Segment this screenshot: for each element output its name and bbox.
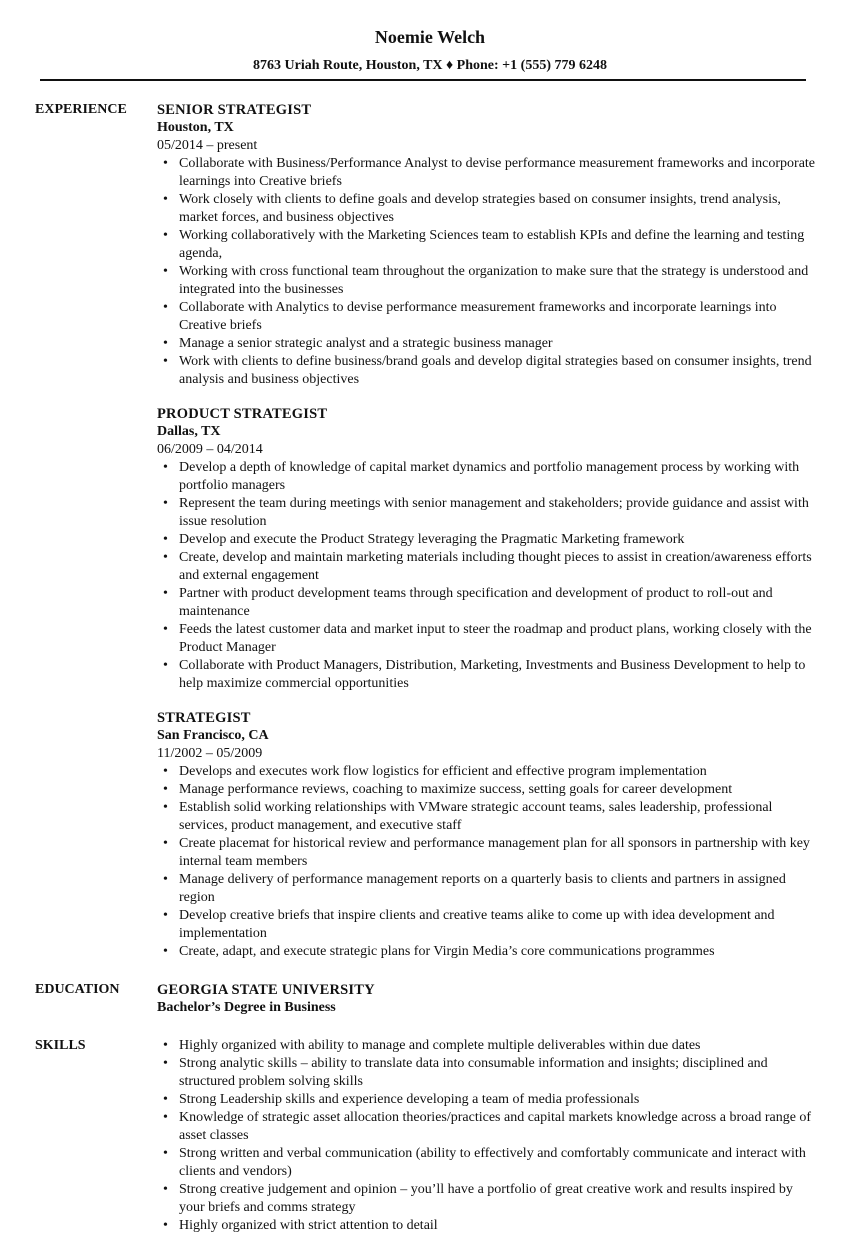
list-item: • Manage delivery of performance management reports on a quarterly basis to clients and partners in assigned region (179, 871, 817, 907)
job-dates: 05/2014 – present (157, 138, 258, 153)
job-location: San Francisco, CA (157, 728, 269, 743)
list-item: • Work with clients to define business/brand goals and develop digital strategies based on consumer insights, trend analysis and business objectives (179, 353, 817, 389)
list-item: • Manage a senior strategic analyst and a strategic business manager (179, 335, 817, 353)
job-entry (157, 101, 817, 389)
experience-body (157, 101, 817, 981)
list-item: • Working collaboratively with the Marketing Sciences team to establish KPIs and define the learning and testing agenda, (179, 227, 817, 263)
list-item: • Feeds the latest customer data and market input to steer the roadmap and product plans, working closely with the Product Manager (179, 621, 817, 657)
list-item: • Highly organized with ability to manage and complete multiple deliverables within due dates (179, 1037, 817, 1055)
education-body (157, 981, 817, 1017)
job-bullets (157, 459, 817, 693)
candidate-name: Noemie Welch (374, 27, 486, 47)
list-item: • Strong written and verbal communication (ability to effectively and comfortably communicate and interact with clients and vendors) (179, 1145, 817, 1181)
skills-section (0, 1037, 860, 1235)
job-entry (157, 405, 817, 693)
header-divider (40, 79, 806, 81)
list-item: • Create, develop and maintain marketing materials including thought pieces to assist in creation/awareness efforts and external engagement (179, 549, 817, 585)
list-item: • Collaborate with Product Managers, Distribution, Marketing, Investments and Business Development to help to help maximize commercial opportunities (179, 657, 817, 693)
list-item: • Work closely with clients to define goals and develop strategies based on consumer insights, trend analysis, market forces, and business objectives (179, 191, 817, 227)
job-location: Dallas, TX (157, 424, 221, 439)
list-item: • Highly organized with strict attention to detail (179, 1217, 817, 1235)
list-item: • Collaborate with Analytics to devise performance measurement frameworks and incorporate learnings into Creative briefs (179, 299, 817, 335)
job-title: PRODUCT STRATEGIST (157, 406, 328, 422)
list-item: • Create, adapt, and execute strategic plans for Virgin Media’s core communications programmes (179, 943, 817, 961)
job-bullets (157, 763, 817, 961)
contact-line: 8763 Uriah Route, Houston, TX ♦ Phone: +1 (555) 779 6248 (253, 58, 607, 73)
degree: Bachelor’s Degree in Business (157, 1000, 336, 1015)
list-item: • Collaborate with Business/Performance Analyst to devise performance measurement frameworks and incorporate learnings into Creative briefs (179, 155, 817, 191)
list-item: • Strong Leadership skills and experience developing a team of media professionals (179, 1091, 817, 1109)
list-item: • Represent the team during meetings with senior management and stakeholders; provide guidance and assist with issue resolution (179, 495, 817, 531)
list-item: • Develop creative briefs that inspire clients and creative teams alike to come up with idea development and implementation (179, 907, 817, 943)
skills-heading: SKILLS (35, 1038, 86, 1053)
experience-heading: EXPERIENCE (35, 102, 127, 117)
list-item: • Develop a depth of knowledge of capital market dynamics and portfolio management process by working with portfolio managers (179, 459, 817, 495)
job-entry (157, 709, 817, 961)
school-name: GEORGIA STATE UNIVERSITY (157, 982, 375, 998)
list-item: • Create placemat for historical review and performance management plan for all sponsors in partnership with key internal team members (179, 835, 817, 871)
list-item: • Strong analytic skills – ability to translate data into consumable information and insights; disciplined and structured problem solving skills (179, 1055, 817, 1091)
list-item: • Working with cross functional team throughout the organization to make sure that the strategy is understood and integrated into the businesses (179, 263, 817, 299)
experience-section (0, 101, 860, 981)
list-item: • Strong creative judgement and opinion – you’ll have a portfolio of great creative work and results inspired by your briefs and comms strategy (179, 1181, 817, 1217)
list-item: • Knowledge of strategic asset allocation theories/practices and capital markets knowledge across a broad range of asset classes (179, 1109, 817, 1145)
education-section (0, 981, 860, 1037)
job-dates: 06/2009 – 04/2014 (157, 442, 263, 457)
list-item: • Establish solid working relationships with VMware strategic account teams, sales leadership, professional services, product management, and executive staff (179, 799, 817, 835)
skills-list (157, 1037, 817, 1235)
list-item: • Develops and executes work flow logistics for efficient and effective program implementation (179, 763, 817, 781)
job-dates: 11/2002 – 05/2009 (157, 746, 263, 761)
job-title: STRATEGIST (157, 710, 251, 726)
skills-body (157, 1037, 817, 1235)
list-item: • Develop and execute the Product Strategy leveraging the Pragmatic Marketing framework (179, 531, 817, 549)
education-heading: EDUCATION (35, 982, 120, 997)
job-title: SENIOR STRATEGIST (157, 102, 312, 118)
job-location: Houston, TX (157, 120, 234, 135)
job-bullets (157, 155, 817, 389)
list-item: • Partner with product development teams through specification and development of product to roll-out and maintenance (179, 585, 817, 621)
list-item: • Manage performance reviews, coaching to maximize success, setting goals for career development (179, 781, 817, 799)
